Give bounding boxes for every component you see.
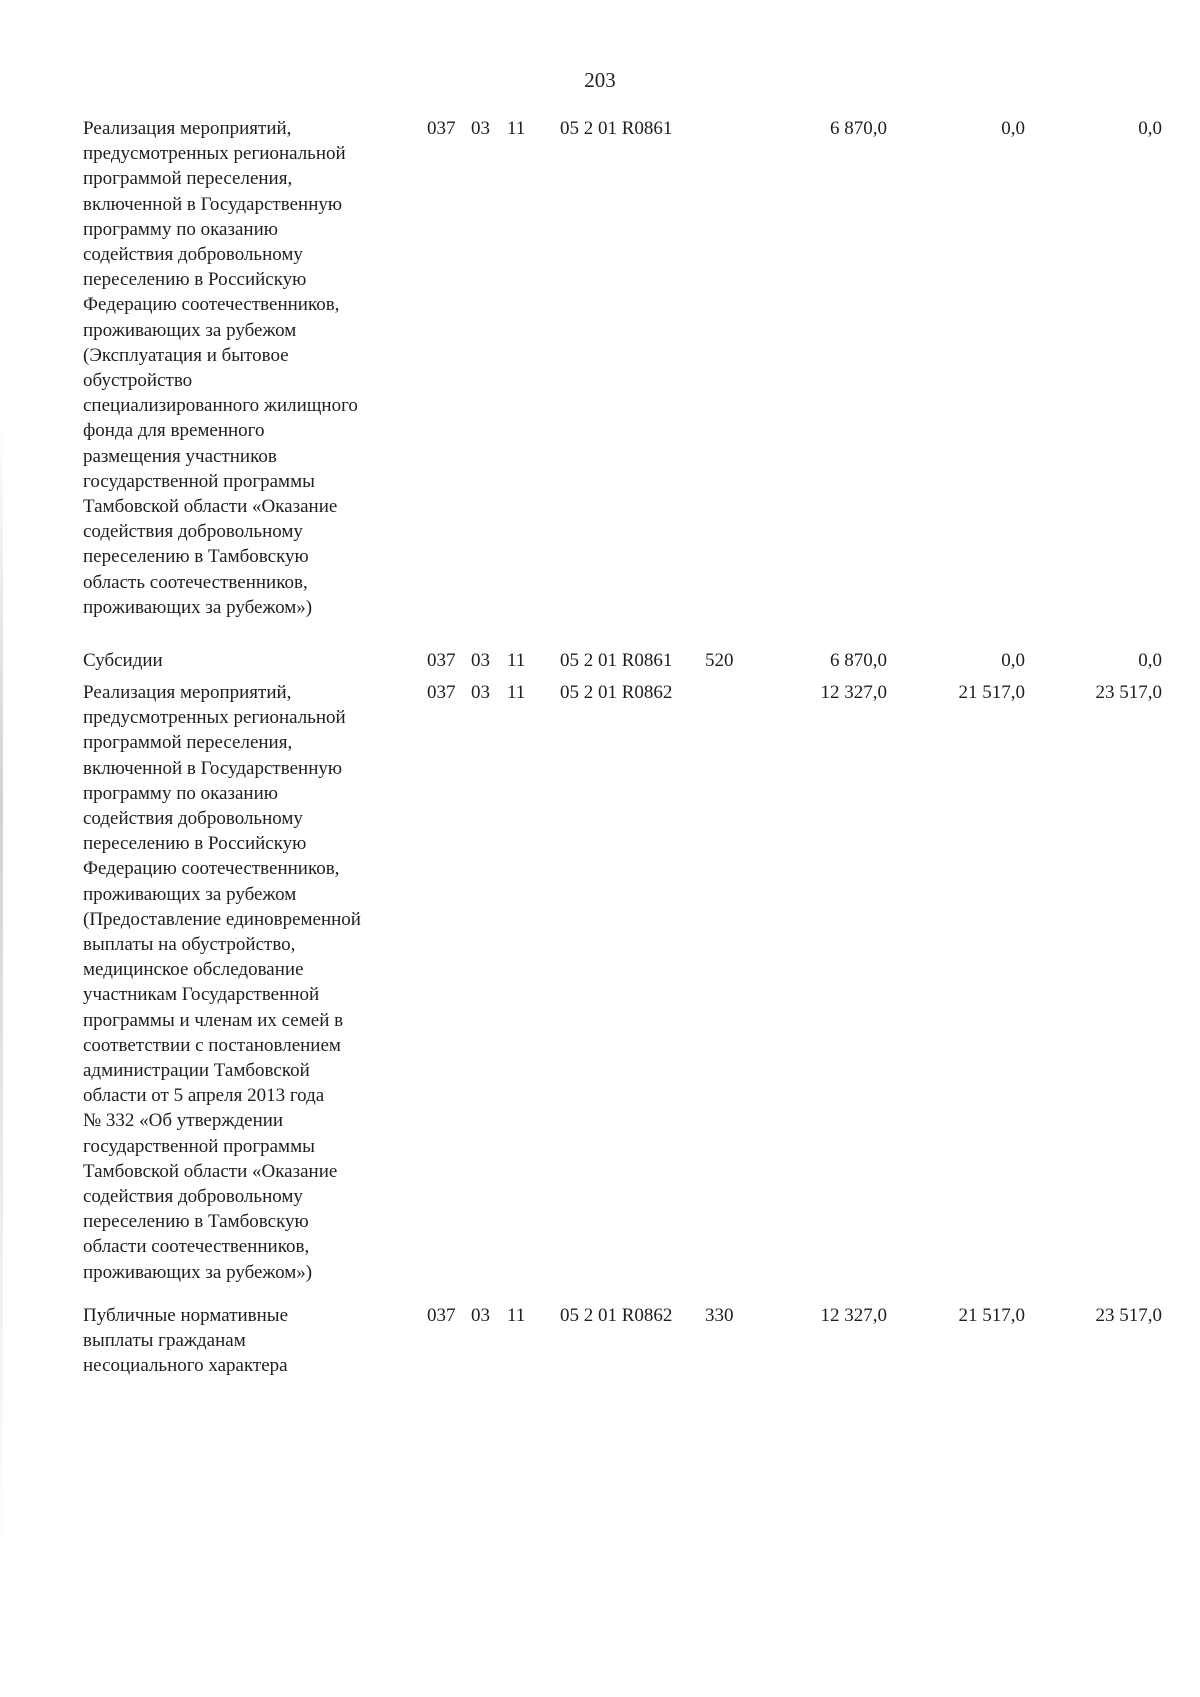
dept-code: 037	[427, 118, 456, 139]
target-article-code: 05 2 01 R0862	[560, 1305, 673, 1326]
subsection-code: 11	[507, 682, 526, 703]
amount-year-1: 6 870,0	[830, 650, 887, 671]
section-code: 03	[471, 682, 490, 703]
amount-year-3: 0,0	[1138, 118, 1162, 139]
subsection-code: 11	[507, 118, 526, 139]
section-code: 03	[471, 650, 490, 671]
page-number: 203	[584, 68, 616, 92]
scan-shadow-edge	[0, 420, 3, 1570]
row-description: Реализация мероприятий, предусмотренных региональной программой переселения, включенной в Государственную программу по оказанию содействия добровольному переселению в Российскую Федерацию соотечественников, проживающих за рубежом (Эксплуатация и бытовое обустройство специализированного жилищного фонда для временного размещения участников государственной программы Тамбовской области «Оказание содействия добровольному переселению в Тамбовскую область соотечественников, проживающих за рубежом»)	[83, 118, 358, 618]
amount-year-3: 23 517,0	[1095, 1305, 1162, 1326]
amount-year-1: 12 327,0	[820, 1305, 887, 1326]
expense-type-code: 330	[705, 1305, 734, 1326]
amount-year-2: 0,0	[1001, 650, 1025, 671]
amount-year-2: 0,0	[1001, 118, 1025, 139]
amount-year-1: 6 870,0	[830, 118, 887, 139]
row-description: Реализация мероприятий, предусмотренных региональной программой переселения, включенной в Государственную программу по оказанию содействия добровольному переселению в Российскую Федерацию соотечественников, проживающих за рубежом (Предоставление единовременной выплаты на обустройство, медицинское обследование участникам Государственной программы и членам их семей в соответствии с постановлением администрации Тамбовской области от 5 апреля 2013 года № 332 «Об утверждении государственной программы Тамбовской области «Оказание содействия добровольному переселению в Тамбовскую области соотечественников, проживающих за рубежом»)	[83, 682, 361, 1283]
dept-code: 037	[427, 1305, 456, 1326]
subsection-code: 11	[507, 650, 526, 671]
dept-code: 037	[427, 682, 456, 703]
section-code: 03	[471, 118, 490, 139]
dept-code: 037	[427, 650, 456, 671]
row-description: Публичные нормативные выплаты гражданам несоциального характера	[83, 1305, 289, 1377]
amount-year-3: 0,0	[1138, 650, 1162, 671]
target-article-code: 05 2 01 R0862	[560, 682, 673, 703]
target-article-code: 05 2 01 R0861	[560, 118, 673, 139]
amount-year-2: 21 517,0	[958, 1305, 1025, 1326]
expense-type-code: 520	[705, 650, 734, 671]
amount-year-3: 23 517,0	[1095, 682, 1162, 703]
subsection-code: 11	[507, 1305, 526, 1326]
amount-year-1: 12 327,0	[820, 682, 887, 703]
section-code: 03	[471, 1305, 490, 1326]
row-description: Субсидии	[83, 650, 163, 671]
amount-year-2: 21 517,0	[958, 682, 1025, 703]
target-article-code: 05 2 01 R0861	[560, 650, 673, 671]
